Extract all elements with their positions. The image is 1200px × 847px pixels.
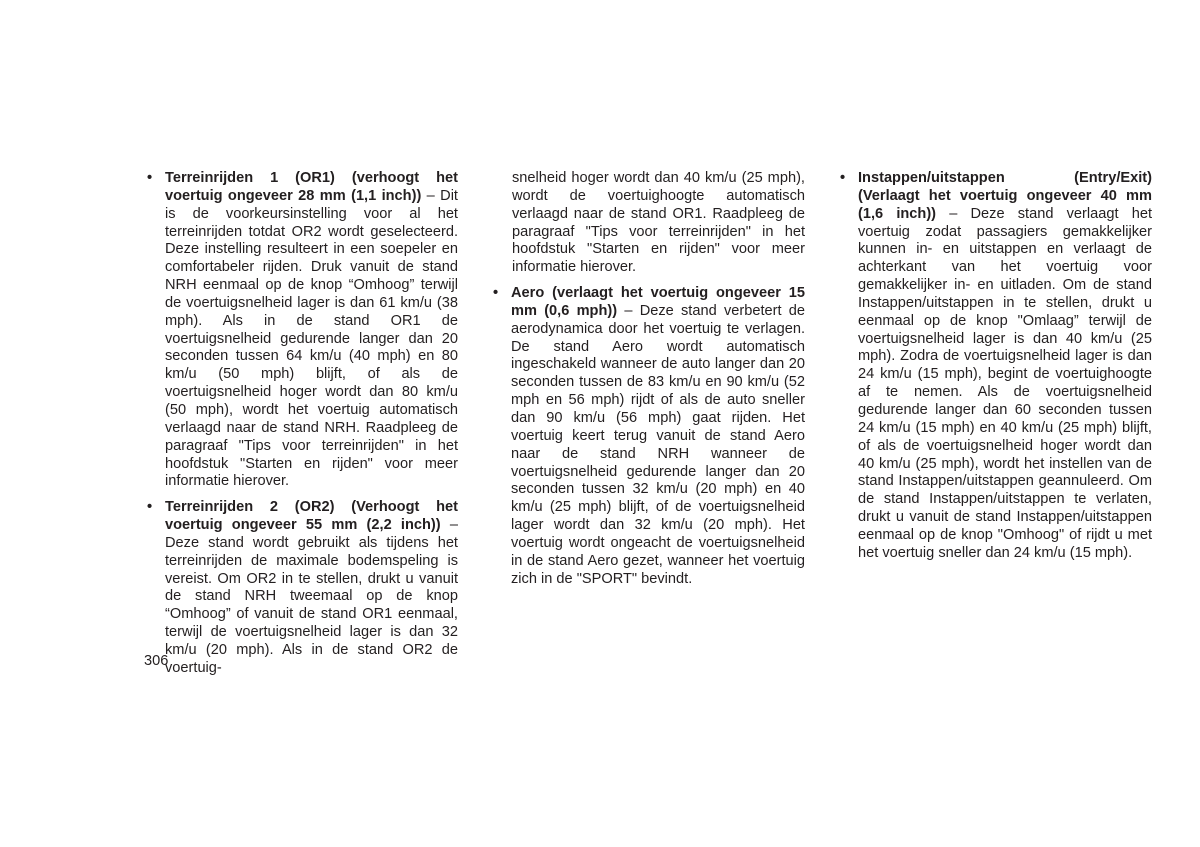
- bullet-dot-icon: •: [840, 170, 846, 186]
- bullet-body-or2: – Deze stand wordt gebruikt als tijdens het terreinrijden de maximale bodemspeling is vereist. Om OR2 in te stellen, drukt u vanuit de stand NRH tweemaal op de knop “Omhoog” of vanuit de stand OR1 eenmaal, terwijl de voertuigsnelheid lager is dan 32 km/u (20 mph). Als in de stand OR2 de voertuig-: [165, 517, 458, 676]
- bullet-dot-icon: •: [147, 499, 153, 516]
- page-number: 306: [144, 653, 169, 669]
- bullet-or2: [144, 499, 458, 677]
- bullet-body-or1: – Dit is de voorkeursinstelling voor al het terreinrijden totdat OR2 wordt geselecteerd. Deze instelling resulteert in een soepeler en comfortabeler rijden. Druk vanuit de stand NRH eenmaal op de knop “Omhoog” terwijl de voertuigsnelheid lager is dan 61 km/u (38 mph). Als in de stand OR1 de voertuigsnelheid gedurende langer dan 20 seconden tussen 64 km/u (40 mph) en 80 km/u (50 mph) blijft, of als de voertuigsnelheid hoger wordt dan 80 km/u (50 mph), wordt het voertuig automatisch verlaagd naar de stand NRH. Raadpleeg de paragraaf "Tips voor terreinrijden" in het hoofdstuk "Starten en rijden" voor meer informatie hierover.: [165, 187, 458, 490]
- column-right: [837, 170, 1152, 563]
- bullet-heading-entry-exit: Instappen/uitstappen (Entry/Exit) (Verlaagt het voertuig ongeveer 40 mm (1,6 inch)): [858, 170, 1152, 222]
- bullet-aero: [490, 285, 805, 588]
- bullet-entry-exit: [837, 170, 1152, 563]
- bullet-body-aero: – Deze stand verbetert de aerodynamica door het voertuig te verlagen. De stand Aero wordt automatisch ingeschakeld wanneer de auto langer dan 20 seconden tussen de 83 km/u en 90 km/u (52 mph en 56 mph) rijdt of als de auto sneller dan 90 km/u (56 mph) gaat rijden. Het voertuig keert terug vanuit de stand Aero naar de stand NRH wanneer de voertuigsnelheid gedurende langer dan 20 seconden tussen 32 km/u (20 mph) en 40 km/u (25 mph) blijft, of de voertuigsnelheid lager wordt dan 32 km/u (20 mph). Het voertuig wordt ongeacht de voertuigsnelheid in de stand Aero gezet, wanneer het voertuig zich in de "SPORT" bevindt.: [511, 302, 806, 587]
- column-left: [144, 170, 458, 678]
- bullet-heading-or1: Terreinrijden 1 (OR1) (verhoogt het voertuig ongeveer 28 mm (1,1 inch)): [165, 170, 458, 204]
- bullet-body-entry-exit: – Deze stand verlaagt het voertuig zodat passagiers gemakkelijker kunnen in- en uitstappen en verlaagt de achterkant van het voertuig voor gemakkelijker in- en uitladen. Om de stand Instappen/uitstappen in te stellen, drukt u eenmaal op de knop "Omlaag” terwijl de voertuigsnelheid lager is dan 40 km/u (25 mph). Zodra de voertuigsnelheid lager is dan 24 km/u (15 mph), begint de voertuighoogte af te nemen. Als de voertuigsnelheid gedurende langer dan 60 seconden tussen 24 km/u (15 mph) en 40 km/u (25 mph) blijft, of als de voertuigsnelheid hoger wordt dan 40 km/u (25 mph), wordt het instellen van de stand Instappen/uitstappen geannuleerd. Om de stand Instappen/uitstappen te verlaten, drukt u vanuit de stand Instappen/uitstappen eenmaal op de knop "Omhoog" of rijdt u met het voertuig sneller dan 24 km/u (15 mph).: [858, 205, 1152, 561]
- bullet-heading-aero: Aero (verlaagt het voertuig ongeveer 15 mm (0,6 mph)): [511, 285, 805, 319]
- bullet-or1: [144, 170, 458, 491]
- column-middle: [490, 170, 805, 588]
- bullet-heading-or2: Terreinrijden 2 (OR2) (Verhoogt het voertuig ongeveer 55 mm (2,2 inch)): [165, 499, 458, 534]
- bullet-dot-icon: •: [493, 285, 499, 302]
- continued-paragraph: snelheid hoger wordt dan 40 km/u (25 mph), wordt de voertuighoogte automatisch verlaagd naar de stand OR1. Raadpleeg de paragraaf "Tips voor terreinrijden" in het hoofdstuk "Starten en rijden" voor meer informatie hierover.: [512, 170, 805, 276]
- bullet-dot-icon: •: [147, 170, 153, 186]
